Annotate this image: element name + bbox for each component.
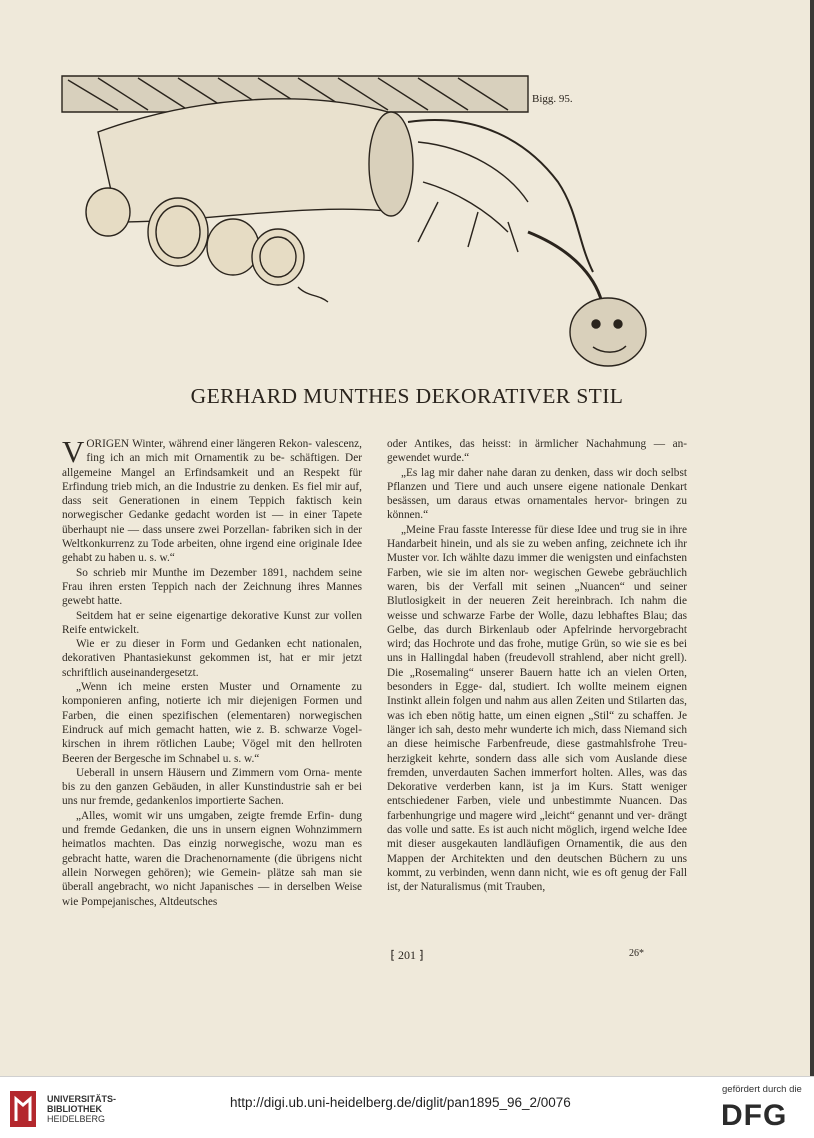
decorative-illustration bbox=[58, 72, 690, 372]
paragraph: „Es lag mir daher nahe daran zu denken, dass wir doch selbst Pflanzen und Tiere und auch unsere eigene nationale Denkart besässen, um daraus etwas ornamentales hervor- bringen zu können.“ bbox=[387, 466, 687, 522]
dfg-logo[interactable]: DFG bbox=[721, 1099, 788, 1132]
paragraph: Wie er zu dieser in Form und Gedanken echt nationalen, dekorativen Phantasiekunst gekommen ist, hat er mir jetzt schriftlich auseinandergesetzt. bbox=[62, 638, 362, 679]
signature-mark: 26* bbox=[629, 948, 644, 959]
paragraph: VORIGEN Winter, während einer längeren Rekon- valescenz, fing ich an mich mit Ornamentik zu be- schäftigen. Der allgemeine Mangel an Erfindsamkeit und an Respekt für Erfindung trieb mich, an die Industrie zu denken. Es fiel mir auf, dass seit Generationen in einem Teppich faktisch kein norwegischer Gedanke gedacht worden ist — in einer Tapete überhaupt nie — dass unsere zwei Porzellan- fabriken sich in der Weltkonkurrenz zu Tode arbeiten, ohne irgend eine originale Idee gehabt zu haben u. s. w.“ bbox=[62, 434, 362, 565]
permalink-url[interactable]: http://digi.ub.uni-heidelberg.de/diglit/pan1895_96_2/0076 bbox=[230, 1095, 571, 1110]
paragraph: „Wenn ich meine ersten Muster und Ornamente zu komponieren anfing, notierte ich mir diejenigen Formen und Farben, die einen spezifischen (elementaren) norwegischen Eindruck auf mich gemacht hatten, wie z. B. schwarze Vogel- kirschen in ihrem rötlichen Laube; Vögel mit den hellroten Beeren der Bergesche im Schnabel u. s. w.“ bbox=[62, 681, 362, 765]
paragraph: „Meine Frau fasste Interesse für diese Idee und trug sie in ihre Handarbeit hinein, und als sie zu weben anfing, zeichnete ich ihr Muster vor. Ich wählte dazu immer die wenigsten und einfachsten Farben, wie sie im alten nor- wegischen Gewebe gebräuchlich waren, bis der Verfall mit seinen „Nuancen“ und seiner Blutlosigkeit in der neueren Zeit hereinbrach. Ich nahm die weisse und schwarze Farbe der Wolle, dazu lebhaftes Blau; das Gelbe, das durch Birkenlaub oder Apfelrinde hervorgebracht wird; das Hochrote und das frohe, mutige Grün, so wie sie es bei uns in Hallingdal haben (freudevoll strahlend, aber nicht grell). Die „Rosemaling“ unserer Bauern hatte ich an vielen Orten, besonders in Egge- dal, studiert. Ich wollte meinem eignen Instinkt allein folgen und nahm aus allen Zeiten und Stilarten das, was ich eben nötig hatte, um einen eignen „Stil“ zu schaffen. Je länger ich sah, desto mehr wunderte ich mich, dass Niemand sich an diese heimische Farbenfreude, diese gastmahlsfrohe Treu- herzigkeit kehrte, sondern dass alle sich vom Auslande diese fremden, unverdauten Sachen immerfort holten. Alles, was das Dekorative verderben kann, ist ja im Kurs. Statt weniger entschiedener Farben, viele und unbestimmte Nuancen. Das farbenhungrige und magere wird „leicht“ genannt und ver- drängt das volle und satte. Es ist auch nicht möglich, irgend welche Idee mit dieser ausgekauten landläufigen Ornamentik, die aus den Mappen der Architekten und den deutschen Büchern zu uns kommt, zu verbinden, wenn dann nicht, wie es oft genug der Fall ist, der Naturalismus (mit Trauben, bbox=[387, 523, 687, 894]
paragraph: Ueberall in unsern Häusern und Zimmern vom Orna- mente bis zu den ganzen Gebäuden, in aller Kunstindustrie sah er bei uns nur fremde, gedankenlos importierte Sachen. bbox=[62, 766, 362, 808]
footer-bar bbox=[0, 1076, 814, 1138]
page-edge bbox=[810, 0, 814, 1076]
right-column bbox=[387, 437, 687, 895]
paragraph: „Alles, womit wir uns umgaben, zeigte fremde Erfin- dung und fremde Gedanken, die uns in unsern eignen Wohnzimmern heimatlos machten. Das einzig norwegische, wozu man es gebracht hatte, waren die Drachenornamente (die übrigens nicht allein Norwegen gehören); wie Gemein- plätze sah man sie überall angebracht, wo nicht Japanisches — in derselben Weise wie Pompejanisches, Altdeutsches bbox=[62, 809, 362, 908]
university-library-logo-icon[interactable] bbox=[8, 1089, 38, 1129]
funded-by-label: gefördert durch die bbox=[722, 1084, 802, 1095]
paragraph: oder Antikes, das heisst: in ärmlicher Nachahmung — an- gewendet wurde.“ bbox=[387, 438, 687, 465]
dropcap: V bbox=[62, 434, 85, 469]
paragraph: Seitdem hat er seine eigenartige dekorative Kunst zur vollen Reife entwickelt. bbox=[62, 609, 362, 636]
page-number: ⁅ 201 ⁆ bbox=[390, 948, 424, 962]
paragraph: So schrieb mir Munthe im Dezember 1891, nachdem seine Frau ihren ersten Teppich nach der Zeichnung ihres Mannes gewebt hatte. bbox=[62, 566, 362, 608]
left-column bbox=[62, 434, 362, 909]
library-name: UNIVERSITÄTS- BIBLIOTHEK HEIDELBERG bbox=[47, 1094, 117, 1124]
illustration-signature: Bigg. 95. bbox=[532, 93, 573, 105]
article-title: GERHARD MUNTHES DEKORATIVER STIL bbox=[190, 384, 624, 408]
